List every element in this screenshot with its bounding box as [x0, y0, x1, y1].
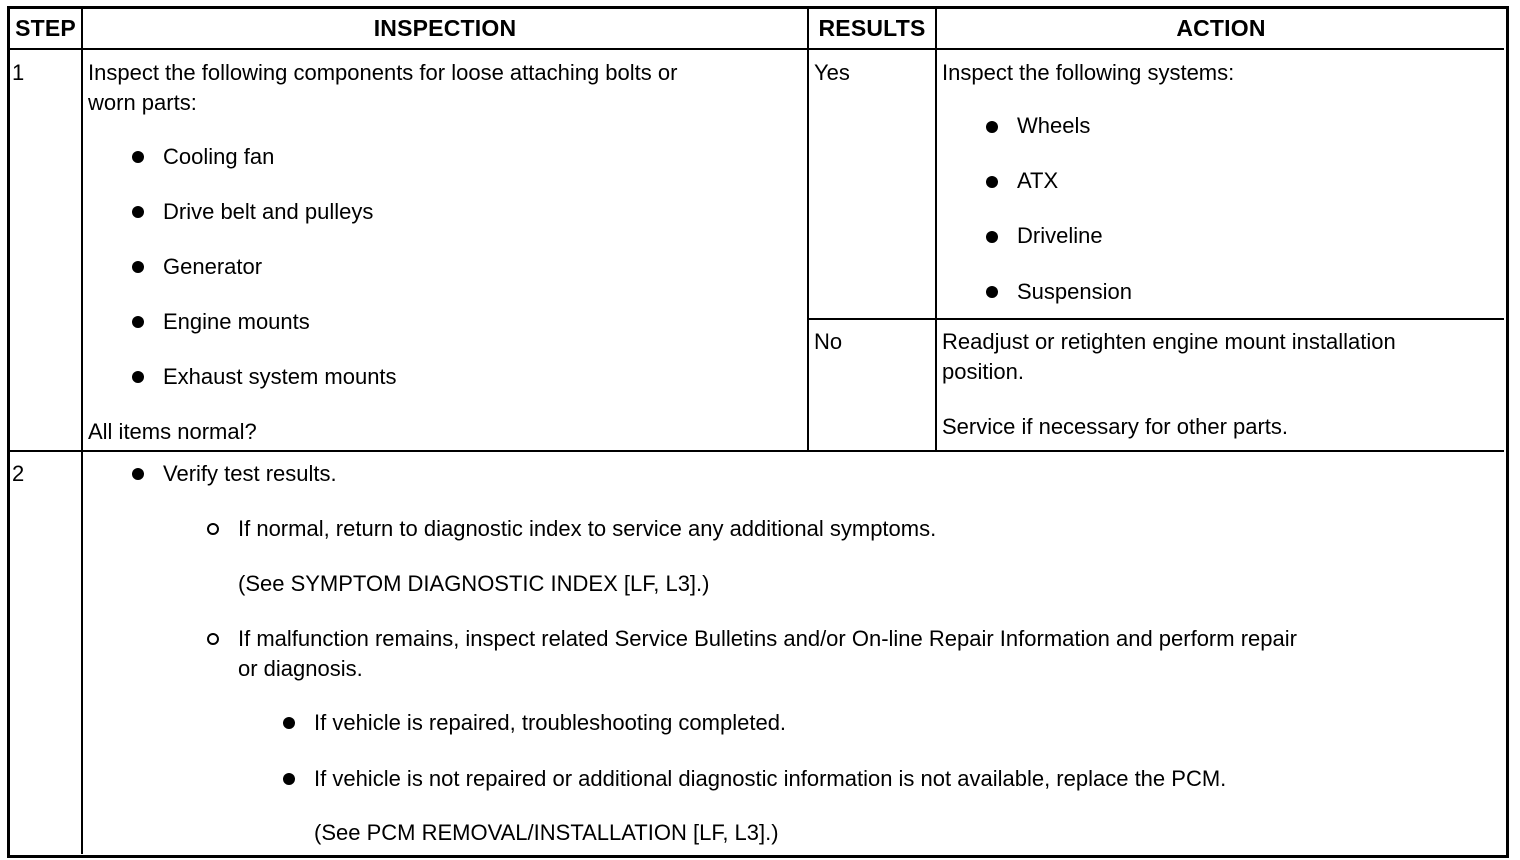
- system-item: Driveline: [1017, 223, 1103, 248]
- bullet-icon: [283, 773, 295, 785]
- component-item: Exhaust system mounts: [163, 364, 397, 389]
- verify-text: Verify test results.: [163, 461, 337, 486]
- repaired-text: If vehicle is repaired, troubleshooting completed.: [314, 710, 787, 735]
- step-column-divider: [81, 8, 83, 854]
- system-item: ATX: [1017, 168, 1059, 193]
- hollow-bullet-icon: [207, 633, 219, 645]
- bullet-icon: [986, 176, 998, 188]
- inspection-question: All items normal?: [88, 419, 257, 444]
- header-results: RESULTS: [818, 15, 926, 41]
- malfunction-line1: If malfunction remains, inspect related Service Bulletins and/or On-line Repair Information and perform repair: [238, 626, 1297, 651]
- bullet-icon: [986, 231, 998, 243]
- bullet-icon: [132, 316, 144, 328]
- inspection-intro-line1: Inspect the following components for loose attaching bolts or: [88, 60, 678, 85]
- pcm-reference: (See PCM REMOVAL/INSTALLATION [LF, L3].): [314, 820, 779, 845]
- bullet-icon: [986, 286, 998, 298]
- normal-reference: (See SYMPTOM DIAGNOSTIC INDEX [LF, L3].): [238, 571, 710, 596]
- bullet-icon: [132, 151, 144, 163]
- bullet-icon: [132, 261, 144, 273]
- results-column-divider: [935, 8, 937, 451]
- component-item: Engine mounts: [163, 309, 310, 334]
- header-step: STEP: [15, 15, 76, 41]
- component-item: Drive belt and pulleys: [163, 199, 374, 224]
- component-item: Cooling fan: [163, 144, 275, 169]
- action-no-line1: Readjust or retighten engine mount installation: [942, 329, 1396, 354]
- normal-text: If normal, return to diagnostic index to service any additional symptoms.: [238, 516, 937, 541]
- row-divider: [8, 450, 1504, 452]
- bullet-icon: [986, 121, 998, 133]
- action-yes-intro: Inspect the following systems:: [942, 60, 1235, 85]
- bullet-icon: [132, 468, 144, 480]
- inspection-intro-line2: worn parts:: [88, 90, 197, 115]
- header-action: ACTION: [1176, 15, 1266, 41]
- step-2-number: 2: [12, 461, 25, 486]
- malfunction-line2: or diagnosis.: [238, 656, 363, 681]
- hollow-bullet-icon: [207, 523, 219, 535]
- action-no-line3: Service if necessary for other parts.: [942, 414, 1289, 439]
- result-no: No: [814, 329, 843, 354]
- header-inspection: INSPECTION: [373, 15, 517, 41]
- not-repaired-text: If vehicle is not repaired or additional diagnostic information is not available, replace the PCM.: [314, 766, 1227, 791]
- system-item: Wheels: [1017, 113, 1091, 138]
- yes-no-divider: [808, 318, 1504, 320]
- inspection-column-divider: [807, 8, 809, 451]
- bullet-icon: [132, 206, 144, 218]
- system-item: Suspension: [1017, 279, 1132, 304]
- bullet-icon: [283, 717, 295, 729]
- result-yes: Yes: [814, 60, 850, 85]
- component-item: Generator: [163, 254, 263, 279]
- action-no-line2: position.: [942, 359, 1024, 384]
- bullet-icon: [132, 371, 144, 383]
- step-1-number: 1: [12, 60, 25, 85]
